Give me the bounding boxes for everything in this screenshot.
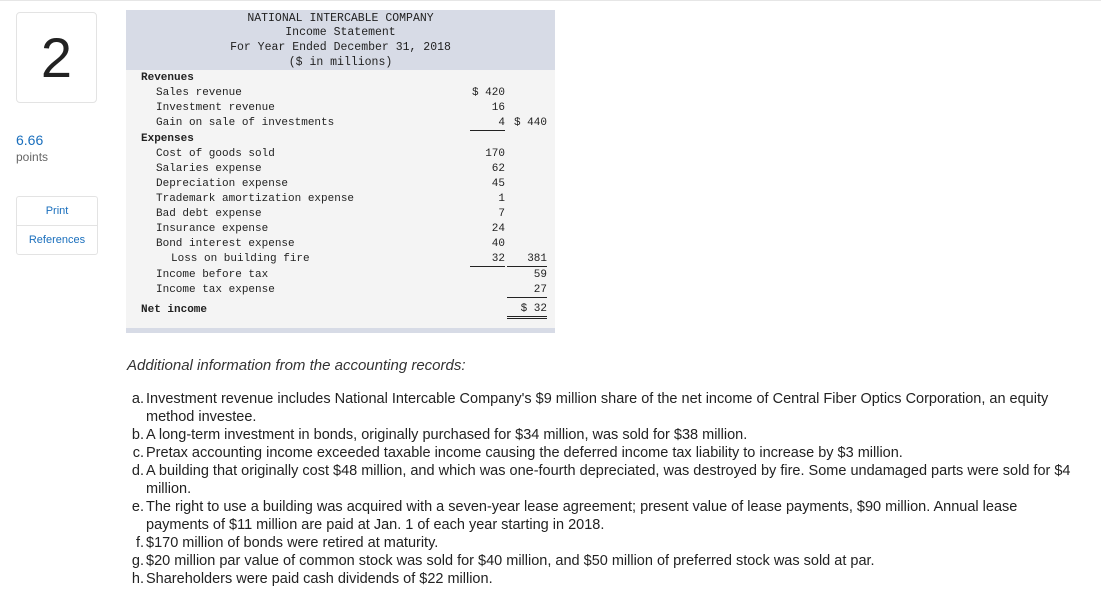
row-amount: 1 (498, 193, 505, 205)
list-item-letter: c. (132, 445, 144, 461)
list-item-letter: b. (131, 427, 144, 443)
row-label: Loss on building fire (171, 253, 310, 265)
list-item-letter: d. (131, 463, 144, 479)
list-item-text: Shareholders were paid cash dividends of $22 million. (146, 571, 493, 587)
points-value: 6.66 (16, 132, 44, 148)
references-button[interactable]: References (17, 225, 97, 254)
list-item-letter: h. (131, 571, 144, 587)
statement-units: ($ in millions) (288, 56, 393, 69)
list-item (131, 462, 1071, 498)
list-item-letter: g. (131, 553, 144, 569)
row-amount: 45 (491, 178, 505, 190)
list-item (131, 390, 1071, 426)
question-number: 2 (16, 12, 97, 103)
list-item (131, 426, 1071, 444)
row-amount: 7 (498, 208, 505, 220)
row-amount: 4 (470, 116, 505, 131)
row-label: Depreciation expense (156, 178, 289, 190)
row-amount: $ 420 (471, 87, 505, 99)
list-item-text: $20 million par value of common stock was sold for $40 million, and $50 million of preferred stock was sold at par. (146, 553, 875, 569)
additional-info-title: Additional information from the accounting records: (127, 357, 466, 374)
income-tax-expense-label: Income tax expense (156, 284, 275, 296)
row-amount: 62 (491, 163, 505, 175)
row-amount: 32 (470, 252, 505, 267)
list-item-text: Investment revenue includes National Intercable Company's $9 million share of the net income of Central Fiber Optics Corporation, an equity method investee. (146, 391, 1049, 425)
income-tax-expense-total: 27 (507, 283, 547, 298)
expenses-label: Expenses (141, 133, 194, 145)
row-label: Trademark amortization expense (156, 193, 355, 205)
list-item (131, 498, 1071, 534)
side-button-group (16, 196, 98, 255)
row-label: Cost of goods sold (156, 148, 275, 160)
points-label: points (16, 150, 49, 164)
row-label: Insurance expense (156, 223, 269, 235)
row-label: Sales revenue (156, 87, 242, 99)
row-total: $ 440 (513, 117, 547, 129)
row-label: Investment revenue (156, 102, 275, 114)
row-label: Salaries expense (156, 163, 262, 175)
list-item-letter: e. (131, 499, 144, 515)
revenues-label: Revenues (141, 72, 194, 84)
list-item (131, 444, 1071, 462)
list-item-letter: a. (131, 391, 144, 407)
row-amount: 24 (491, 223, 505, 235)
company-name: NATIONAL INTERCABLE COMPANY (247, 12, 434, 25)
statement-title: Income Statement (285, 26, 396, 39)
income-statement (126, 10, 555, 333)
statement-bottom-rule (126, 328, 555, 333)
list-item-letter: f. (135, 535, 144, 551)
list-item (131, 570, 1071, 588)
list-item (131, 534, 1071, 552)
row-amount: 40 (491, 238, 505, 250)
statement-header (126, 10, 555, 70)
row-label: Bad debt expense (156, 208, 262, 220)
row-label: Gain on sale of investments (156, 117, 335, 129)
top-divider (0, 0, 1101, 1)
additional-info-list (131, 390, 1071, 588)
list-item-text: A building that originally cost $48 million, and which was one-fourth depreciated, was destroyed by fire. Some undamaged parts were sold for $4 million. (146, 463, 1071, 497)
list-item-text: Pretax accounting income exceeded taxable income causing the deferred income tax liability to increase by $3 million. (146, 445, 903, 461)
print-button[interactable]: Print (45, 205, 69, 217)
net-income-label: Net income (141, 304, 208, 316)
income-before-tax-total: 59 (533, 269, 547, 281)
row-amount: 16 (491, 102, 505, 114)
income-before-tax-label: Income before tax (156, 269, 269, 281)
list-item-text: A long-term investment in bonds, originally purchased for $34 million, was sold for $38 million. (146, 427, 748, 443)
list-item-text: The right to use a building was acquired with a seven-year lease agreement; present value of lease payments, $90 million. Annual lease payments of $11 million are paid at Jan. 1 of each year starting in 2018. (146, 499, 1018, 533)
row-total: 381 (507, 252, 547, 267)
row-amount: 170 (485, 148, 505, 160)
statement-period: For Year Ended December 31, 2018 (230, 41, 451, 54)
list-item-text: $170 million of bonds were retired at maturity. (146, 535, 439, 551)
list-item (131, 552, 1071, 570)
net-income-total: $ 32 (507, 302, 547, 319)
row-label: Bond interest expense (156, 238, 295, 250)
